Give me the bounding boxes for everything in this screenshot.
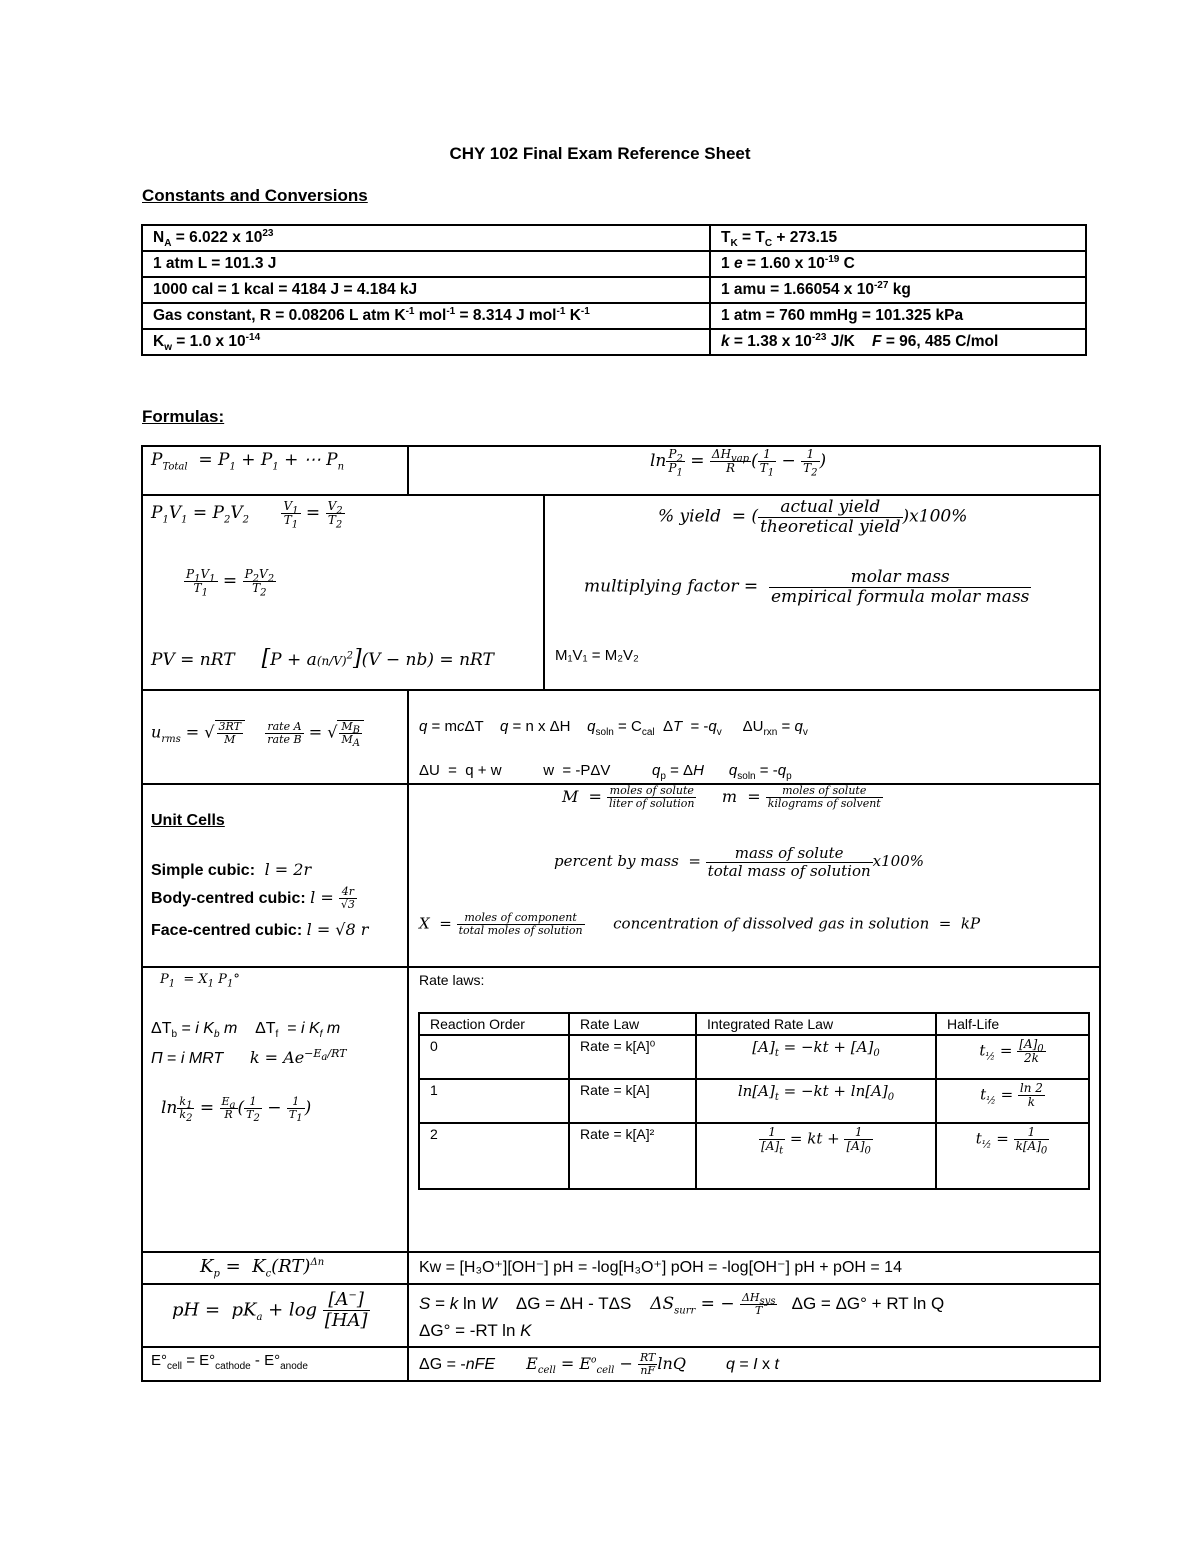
- constant-kw: $K_w = 1.0$ x $10^{-14}$: [142, 329, 710, 355]
- table-row: [142, 329, 1086, 355]
- formula-percent-yield: % yield = ( $\frac{\text{actual yield}}{\text{theoretical yield}}$ )x100%: [658, 497, 968, 537]
- half-life: $t_{\frac{1}{2}}$ = $\frac{1}{k[A]_0}$: [936, 1123, 1089, 1189]
- rate-table-header: Rate Law: [569, 1013, 696, 1035]
- formula-raoult: $P_1 = X_1$ $P_1^\circ$: [160, 972, 240, 990]
- formula-osmotic-arrhenius: Π = i MRT $k = Ae^{-E_a/RT}$: [151, 1046, 347, 1067]
- constant-gas: Gas constant, R = 0.08206 L atm $K^{-1}$ mol$^{-1}$ = 8.314 J mol$^{-1}$ $K^{-1}$: [142, 303, 710, 329]
- formula-boyle-charles: $P_1V_1 = P_2V_2$ $\frac{V_1}{T_1}$ = $\frac{V_2}{T_2}$: [151, 499, 343, 531]
- divider: [141, 1283, 1101, 1285]
- formula-ideal-vdw: PV = nRT $[P + a(n/V)^2](V - nb)$ = nRT: [151, 646, 494, 671]
- constant-kelvin: $T_K = T_C + 273.15$: [710, 225, 1086, 251]
- divider: [543, 494, 545, 691]
- constants-heading: Constants and Conversions: [142, 186, 368, 205]
- table-row: [419, 1079, 1089, 1123]
- formula-gibbs-standard: ΔG° = -RT ln K: [419, 1321, 532, 1340]
- table-row: [142, 277, 1086, 303]
- integrated-rate-law: $\ln[A]_t = -kt + \ln[A]_0$: [696, 1079, 936, 1123]
- constant-atm-liter: 1 atm L = 101.3 J: [142, 251, 710, 277]
- formula-henderson-hasselbalch: pH = $pK_a + \log$ $\frac{[A^-]}{[HA]}$: [172, 1289, 368, 1331]
- reaction-order: 0: [419, 1035, 569, 1079]
- rate-table-header: Half-Life: [936, 1013, 1089, 1035]
- rate-law: Rate = k[A]⁰: [569, 1035, 696, 1079]
- rate-laws-label: Rate laws:: [419, 972, 485, 988]
- formula-electrochem: ΔG = -nFE $E_{cell} = E^o_{cell}$ − $\frac{RT}{nF}$ lnQ q = I x t: [419, 1351, 779, 1378]
- rate-law: Rate = k[A]: [569, 1079, 696, 1123]
- rate-law-table: [418, 1012, 1090, 1190]
- unit-cell-fcc: Face-centred cubic: l = √8 r: [151, 920, 369, 939]
- half-life: $t_{\frac{1}{2}}$ = $\frac{\ln 2}{k}$: [936, 1079, 1089, 1123]
- rate-table-header: Integrated Rate Law: [696, 1013, 936, 1035]
- formula-mole-fraction-henry: X = $\frac{\text{moles of component}}{\text{total moles of solution}}$ concentration of dissolved gas in solution = kP: [419, 911, 981, 938]
- divider: [141, 966, 1101, 968]
- reaction-order: 1: [419, 1079, 569, 1123]
- constant-pressure: 1 atm = 760 mmHg = 101.325 kPa: [710, 303, 1086, 329]
- formula-two-point-arrhenius: ln $\frac{k_1}{k_2}$ = $\frac{E_a}{R}$ ( $\frac{1}{T_2}$ − $\frac{1}{T_1}$ ): [161, 1095, 312, 1125]
- table-row: [419, 1013, 1089, 1035]
- table-row: [419, 1123, 1089, 1189]
- divider: [141, 494, 1101, 496]
- unit-cell-simple: Simple cubic: l = 2r: [151, 860, 312, 879]
- constant-avogadro: $N_A = 6.022$ x $10^{23}$: [142, 225, 710, 251]
- rate-law: Rate = k[A]²: [569, 1123, 696, 1189]
- unit-cell-bcc-label: Body-centred cubic:: [151, 890, 306, 908]
- unit-cell-simple-label: Simple cubic:: [151, 862, 256, 879]
- integrated-rate-law: $[A]_t = -kt + [A]_0$: [696, 1035, 936, 1079]
- formula-ecell: $E^\circ_{cell} = E^\circ_{cathode} - E^\circ_{anode}$: [151, 1352, 308, 1372]
- constants-table: [141, 224, 1087, 356]
- constant-amu: 1 amu = 1.66054 x $10^{-27}$ kg: [710, 277, 1086, 303]
- formula-colligative: $\Delta T_b = i$ $K_b$ m $\Delta T_f = i$ $K_f$ m: [151, 1020, 341, 1041]
- table-row: [419, 1035, 1089, 1079]
- integrated-rate-law: $\frac{1}{[A]_t}$ = kt + $\frac{1}{[A]_0}$: [696, 1123, 936, 1189]
- formula-molarity-molality: M = $\frac{\text{moles of solute}}{\text{liter of solution}}$ m = $\frac{\text{moles of solute}}{\text{kilograms of solvent}}$: [562, 784, 881, 811]
- table-row: [142, 303, 1086, 329]
- divider: [141, 1251, 1101, 1253]
- divider: [407, 445, 409, 496]
- formula-clausius-clapeyron: ln $\frac{P_2}{P_1}$ = $\frac{\Delta H_{vap}}{R}$ ( $\frac{1}{T_1}$ − $\frac{1}{T_2}$ ): [650, 447, 827, 479]
- rate-table-header: Reaction Order: [419, 1013, 569, 1035]
- formula-combined-gas: $\frac{P_1V_1}{T_1}$ = $\frac{P_2V_2}{T_2}$: [186, 567, 275, 599]
- reaction-order: 2: [419, 1123, 569, 1189]
- unit-cells-title: Unit Cells: [151, 812, 225, 829]
- constant-calorie: 1000 cal = 1 kcal = 4184 J = 4.184 kJ: [142, 277, 710, 303]
- table-row: [142, 251, 1086, 277]
- formula-entropy-gibbs: S = k ln W ΔG = ΔH - TΔS $\Delta S_{surr}$ = − $\frac{\Delta H_{sys}}{T}$ ΔG = ΔG° + RT ln Q: [419, 1291, 945, 1318]
- formula-percent-mass: percent by mass = $\frac{\text{mass of solute}}{\text{total mass of solution}}$ x100%: [554, 844, 924, 880]
- constant-electron: 1 e = 1.60 x $10^{-19}$ C: [710, 251, 1086, 277]
- formula-rms-graham: $u_{rms}$ = √ $\frac{3RT}{M}$ $\frac{\text{rate A}}{\text{rate B}}$ = √ $\frac{M_B}{M_A}$: [151, 720, 364, 746]
- formula-heat: q = mcΔT q = n x ΔH $q_{soln} = C_{cal}$ $\Delta T = -q_v$ $\Delta U_{rxn} = q_v$: [419, 718, 808, 738]
- unit-cell-fcc-label: Face-centred cubic:: [151, 922, 303, 939]
- divider: [141, 689, 1101, 691]
- constant-boltzmann-faraday: k = 1.38 x $10^{-23}$ J/K F = 96, 485 C/mol: [710, 329, 1086, 355]
- table-row: [142, 225, 1086, 251]
- page-title: CHY 102 Final Exam Reference Sheet: [449, 144, 751, 163]
- formula-ph: Kw = [H₃O⁺][OH⁻] pH = -log[H₃O⁺] pOH = -log[OH⁻] pH + pOH = 14: [419, 1259, 902, 1276]
- divider: [407, 689, 409, 1382]
- half-life: $t_{\frac{1}{2}}$ = $\frac{[A]_0}{2k}$: [936, 1035, 1089, 1079]
- formulas-heading: Formulas:: [142, 407, 225, 426]
- unit-cell-bcc: Body-centred cubic: l = $\frac{4r}{√3}$: [151, 885, 355, 912]
- formula-kp-kc: $K_p = K_c(RT)^{\Delta n}$: [200, 1256, 325, 1280]
- formula-total-pressure: $P_{Total} = P_1 + P_1$ + ⋯ $P_n$: [151, 450, 345, 473]
- formula-internal-energy: ΔU = q + w w = -PΔV $q_p = \Delta H$ $q_{soln} = -q_p$: [419, 762, 792, 782]
- formula-dilution: M₁V₁ = M₂V₂: [555, 647, 639, 664]
- divider: [141, 1346, 1101, 1348]
- formula-multiplying-factor: multiplying factor = $\frac{\text{molar mass}}{\text{empirical formula molar mass}}$: [584, 567, 1030, 607]
